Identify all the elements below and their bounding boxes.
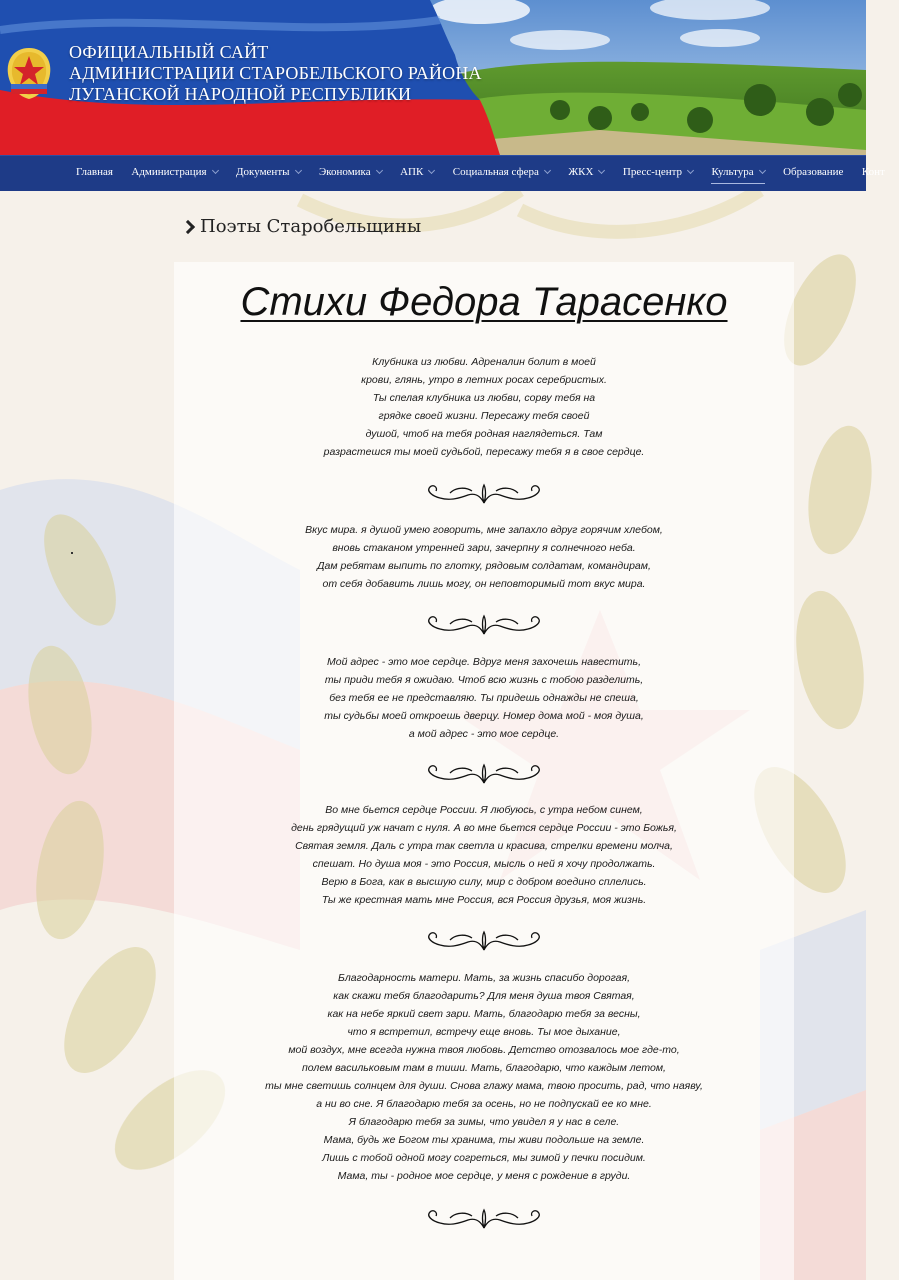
site-title-line-1: ОФИЦИАЛЬНЫЙ САЙТ [69, 42, 269, 62]
poem-line: ты судьбы моей откроешь дверцу. Номер дома мой - моя душа, [324, 710, 644, 722]
nav-item-culture[interactable]: Культура [711, 156, 764, 191]
nav-item-documents[interactable]: Документы [236, 156, 300, 191]
poem-line: душой, чтоб на тебя родная наглядеться. Там [365, 428, 603, 440]
poem-line: разрастешся ты моей судьбой, пересажу тебя я в свое сердце. [323, 446, 645, 458]
ornament-divider-icon [420, 1206, 548, 1232]
poem-5 [174, 969, 794, 1185]
poem-line: Верю в Бога, как в высшую силу, мир с добром воедино сплелись. [321, 876, 647, 888]
poem-line: Ты спелая клубника из любви, сорву тебя на [372, 392, 596, 404]
poem-2 [174, 521, 794, 593]
site-title[interactable] [69, 42, 482, 105]
chevron-right-icon [181, 219, 195, 233]
chevron-down-icon [544, 167, 551, 174]
poem-line: Вкус мира. я душой умею говорить, мне запахло вдруг горячим хлебом, [305, 524, 663, 536]
poem-line: день грядущий уж начат с нуля. А во мне бьется сердце России - это Божья, [291, 822, 677, 834]
nav-item-housing[interactable]: ЖКХ [568, 156, 604, 191]
poem-1 [174, 353, 794, 461]
breadcrumb-label: Поэты Старобельщины [200, 216, 422, 237]
poem-line: Лишь с тобой одной могу согреться, мы зимой у печки посидим. [322, 1152, 646, 1164]
poem-line: Ты же крестная мать мне Россия, вся Россия друзья, моя жизнь. [321, 894, 647, 906]
ornament-divider-icon [420, 612, 548, 638]
poem-line: что я встретил, встречу еще вновь. Ты мое дыхание, [347, 1026, 621, 1038]
chevron-down-icon [294, 167, 301, 174]
poem-line: вновь стаканом утренней зари, зачерпну я солнечного неба. [332, 542, 636, 554]
poem-line: ты приди тебя я ожидаю. Чтоб всю жизнь с тобою разделить, [324, 674, 644, 686]
stray-dot [71, 552, 73, 554]
poem-line: Мама, будь же Богом ты хранима, ты живи подольше на земле. [323, 1134, 645, 1146]
poem-line: как скажи тебя благодарить? Для меня душа твоя Святая, [333, 990, 635, 1002]
poem-line: Дам ребятам выпить по глотку, рядовым солдатам, командирам, [317, 560, 651, 572]
poem-line: а мой адрес - это мое сердце. [408, 728, 560, 740]
poem-line: Клубника из любви. Адреналин болит в моей [372, 356, 596, 368]
nav-item-administration[interactable]: Администрация [131, 156, 217, 191]
nav-item-home[interactable]: Главная [76, 166, 113, 178]
nav-item-press-center[interactable]: Пресс-центр [623, 156, 693, 191]
republic-emblem-icon [2, 44, 56, 102]
poem-line: от себя добавить лишь могу, он неповторимый тот вкус мира. [322, 578, 646, 590]
ornament-divider-icon [420, 761, 548, 787]
poem-line: крови, глянь, утро в летних росах серебристых. [361, 374, 607, 386]
poem-line: Я благодарю тебя за зимы, что увидел я у нас в селе. [348, 1116, 620, 1128]
poem-line: Благодарность матери. Мать, за жизнь спасибо дорогая, [337, 972, 631, 984]
poem-line: ты мне светишь солнцем для души. Снова глажу мама, твою просить, рад, что наяву, [265, 1080, 703, 1092]
poem-line: Мама, ты - родное мое сердце, у меня с рождение в груди. [337, 1170, 631, 1182]
chevron-down-icon [376, 167, 383, 174]
site-title-line-2: АДМИНИСТРАЦИИ СТАРОБЕЛЬСКОГО РАЙОНА [69, 63, 482, 83]
page-title: Стихи Федора Тарасенко [240, 280, 728, 324]
ornament-divider-icon [420, 928, 548, 954]
chevron-down-icon [212, 167, 219, 174]
ornament-divider-icon [420, 481, 548, 507]
poem-line: без тебя ее не представляю. Ты придешь однажды не спеша, [329, 692, 639, 704]
poem-line: Во мне бьется сердце России. Я любуюсь, с утра небом синем, [325, 804, 643, 816]
poem-3 [174, 653, 794, 743]
poem-line: как на небе яркий свет зари. Мать, благодарю тебя за весны, [327, 1008, 641, 1020]
nav-item-economy[interactable]: Экономика [319, 156, 382, 191]
nav-menu [76, 156, 899, 191]
chevron-down-icon [687, 167, 694, 174]
nav-item-social-sphere[interactable]: Социальная сфера [453, 156, 550, 191]
chevron-down-icon [598, 167, 605, 174]
poem-line: Мой адрес - это мое сердце. Вдруг меня захочешь навестить, [326, 656, 641, 668]
nav-item-apk[interactable]: АПК [400, 156, 434, 191]
poem-line: спешат. Но душа моя - это Россия, мысль о ней я хочу продолжать. [312, 858, 656, 870]
poem-4 [174, 801, 794, 909]
nav-item-education[interactable]: Образование [783, 166, 844, 178]
poem-line: грядке своей жизни. Пересажу тебя своей [378, 410, 590, 422]
poem-line: мой воздух, мне всегда нужна твоя любовь. Детство отозвалось мое где-то, [288, 1044, 680, 1056]
poem-line: а ни во сне. Я благодарю тебя за осень, но не подпускай ее ко мне. [316, 1098, 652, 1110]
chevron-down-icon [428, 167, 435, 174]
main-navigation [0, 155, 885, 191]
site-header [0, 0, 866, 155]
chevron-down-icon [759, 167, 766, 174]
poem-line: полем васильковым там в тиши. Мать, благодарю, что каждым летом, [302, 1062, 666, 1074]
breadcrumb[interactable] [182, 216, 421, 237]
nav-item-contacts[interactable]: Конт [861, 166, 885, 178]
poem-line: Святая земля. Даль с утра так светла и красива, стрелки времени молча, [295, 840, 673, 852]
site-title-line-3: ЛУГАНСКОЙ НАРОДНОЙ РЕСПУБЛИКИ [69, 84, 412, 104]
